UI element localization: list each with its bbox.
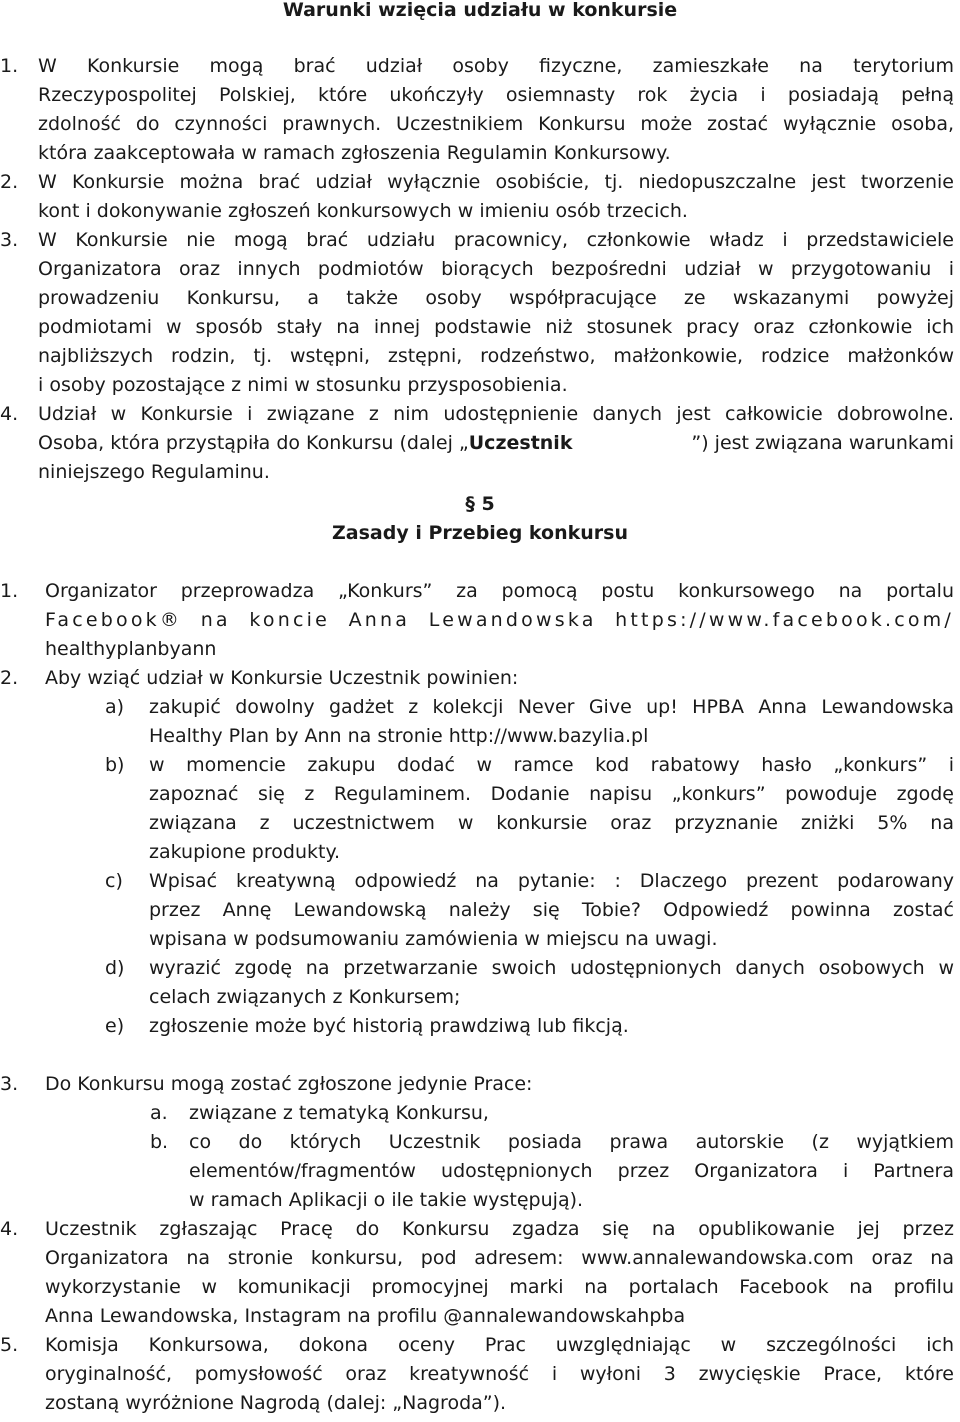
item-number: 4. [0, 403, 19, 425]
item-text-line: najbliższych rodzin, tj. wstępni, zstępni, rodzeństwo, małżonkowie, rodzice małżonków [38, 345, 954, 367]
section-number: § 5 [465, 493, 495, 515]
item-text-line: niniejszego Regulaminu. [38, 461, 270, 483]
item-text-line: Do Konkursu mogą zostać zgłoszone jedynie Prace: [45, 1073, 533, 1095]
document-title: Warunki wzięcia udziału w konkursie [282, 0, 678, 21]
item-number: 1. [0, 55, 19, 77]
item-text-line: zapoznać się z Regulaminem. Dodanie napisu „konkurs” powoduje zgodę [149, 783, 954, 805]
item-text-line: Organizator przeprowadza „Konkurs” za pomocą postu konkursowego na portalu [45, 580, 954, 602]
item-text-fragment: Osoba, która przystąpiła do Konkursu (dalej „ [38, 432, 469, 454]
item-text-line: kont i dokonywanie zgłoszeń konkursowych w imieniu osób trzecich. [38, 200, 688, 222]
item-text-fragment: ”) jest związana warunkami [691, 432, 954, 454]
sub-item-label: c) [105, 870, 123, 892]
item-text-line: w ramach Aplikacji o ile takie występują). [189, 1189, 584, 1211]
item-text-line [38, 429, 954, 458]
item-text-line: wykorzystanie w komunikacji promocyjnej marki na portalach Facebook na profilu [45, 1276, 954, 1298]
item-number: 4. [0, 1218, 19, 1240]
defined-term: Uczestnik [468, 432, 573, 454]
item-text-line: zdolność do czynności prawnych. Uczestnikiem Konkursu może zostać wyłącznie osoba, [38, 113, 954, 135]
item-text-line: prowadzeniu Konkursu, a także osoby współpracujące ze wskazanymi powyżej [38, 287, 954, 309]
item-text-line: celach związanych z Konkursem; [149, 986, 461, 1008]
sub-item-label: b. [150, 1131, 169, 1153]
item-text-line: zakupione produkty. [149, 841, 341, 863]
item-text-line: zakupić dowolny gadżet z kolekcji Never Give up! HPBA Anna Lewandowska [149, 696, 954, 718]
item-text-line: podmiotami w sposób stały na innej podstawie niż stosunek pracy oraz członkowie ich [38, 316, 954, 338]
item-text-line: Rzeczypospolitej Polskiej, które ukończyły osiemnasty rok życia i posiadają pełną [38, 84, 954, 106]
item-text-line: zgłoszenie może być historią prawdziwą lub fikcją. [149, 1015, 629, 1037]
item-number: 3. [0, 229, 19, 251]
item-number: 1. [0, 580, 19, 602]
item-number: 5. [0, 1334, 19, 1356]
item-text-line: healthyplanbyann [45, 638, 217, 660]
item-text-line: Facebook® na koncie Anna Lewandowska https://www.facebook.com/ [45, 609, 954, 631]
item-text-line: Healthy Plan by Ann na stronie http://www.bazylia.pl [149, 725, 649, 747]
item-text-line: zostaną wyróżnione Nagrodą (dalej: „Nagroda”). [45, 1392, 507, 1414]
item-text-line: związana z uczestnictwem w konkursie oraz przyznanie zniżki 5% na [149, 812, 954, 834]
item-text-line: w momencie zakupu dodać w ramce kod rabatowy hasło „konkurs” i [149, 754, 954, 776]
item-text-line: W Konkursie można brać udział wyłącznie osobiście, tj. niedopuszczalne jest tworzenie [38, 171, 954, 193]
sub-item-label: a. [150, 1102, 168, 1124]
item-text-line: Anna Lewandowska, Instagram na profilu @annalewandowskahpba [45, 1305, 686, 1327]
item-text-line: Komisja Konkursowa, dokona oceny Prac uwzględniając w szczególności ich [45, 1334, 954, 1356]
item-number: 2. [0, 171, 19, 193]
sub-item-label: a) [105, 696, 125, 718]
item-text-line: Organizatora oraz innych podmiotów biorących bezpośredni udział w przygotowaniu i [38, 258, 954, 280]
item-text-line: co do których Uczestnik posiada prawa autorskie (z wyjątkiem [189, 1131, 954, 1153]
item-text-line: elementów/fragmentów udostępnionych przez Organizatora i Partnera [189, 1160, 954, 1182]
item-text-line: przez Annę Lewandowską należy się Tobie? Odpowiedź powinna zostać [149, 899, 954, 921]
item-text-line: i osoby pozostające z nimi w stosunku przysposobienia. [38, 374, 568, 396]
item-text-line: wpisana w podsumowaniu zamówienia w miejscu na uwagi. [149, 928, 718, 950]
sub-item-label: d) [105, 957, 125, 979]
item-text-line: W Konkursie mogą brać udział osoby fizyczne, zamieszkałe na terytorium [38, 55, 954, 77]
item-text-line: Udział w Konkursie i związane z nim udostępnienie danych jest całkowicie dobrowolne. [38, 403, 954, 425]
item-text-line: oryginalność, pomysłowość oraz kreatywność i wyłoni 3 zwycięskie Prace, które [45, 1363, 954, 1385]
sub-item-label: e) [105, 1015, 125, 1037]
sub-item-label: b) [105, 754, 125, 776]
item-text-line: wyrazić zgodę na przetwarzanie swoich udostępnionych danych osobowych w [149, 957, 954, 979]
item-text-line: Wpisać kreatywną odpowiedź na pytanie: : Dlaczego prezent podarowany [149, 870, 954, 892]
item-text-line: związane z tematyką Konkursu, [189, 1102, 489, 1124]
item-text-line: Uczestnik zgłaszając Pracę do Konkursu zgadza się na opublikowanie jej przez [45, 1218, 954, 1240]
item-text-line: Aby wziąć udział w Konkursie Uczestnik powinien: [45, 667, 519, 689]
item-number: 2. [0, 667, 19, 689]
section-title: Zasady i Przebieg konkursu [332, 522, 628, 544]
item-text-line: W Konkursie nie mogą brać udziału pracownicy, członkowie władz i przedstawiciele [38, 229, 954, 251]
item-text-line: Organizatora na stronie konkursu, pod adresem: www.annalewandowska.com oraz na [45, 1247, 954, 1269]
item-number: 3. [0, 1073, 19, 1095]
item-text-line: która zaakceptowała w ramach zgłoszenia Regulamin Konkursowy. [38, 142, 671, 164]
